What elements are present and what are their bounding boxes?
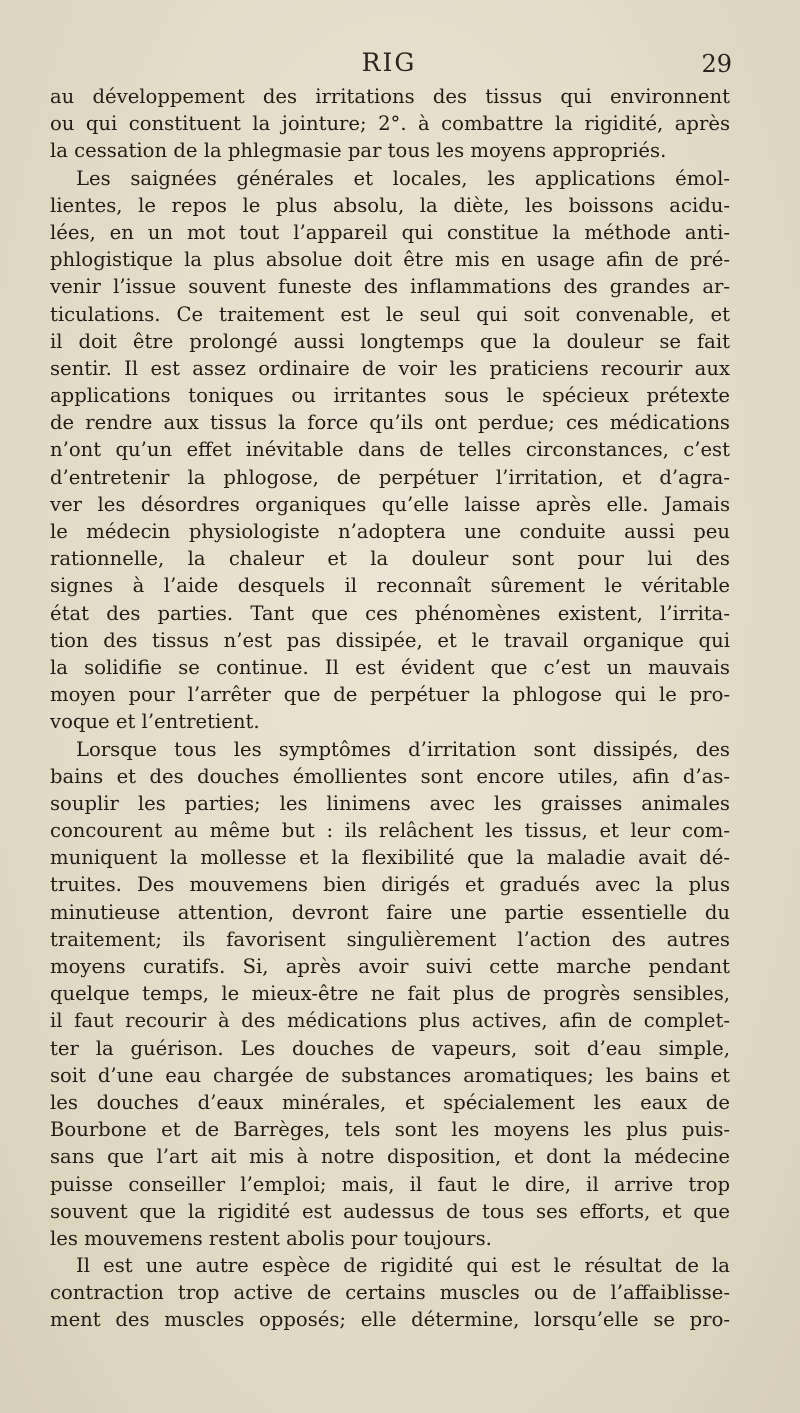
text-line: la solidifie se continue. Il est évident que c’est un mauvais [50,655,730,679]
text-line: les douches d’eaux minérales, et spécialement les eaux de [50,1090,730,1114]
text-line: truites. Des mouvemens bien dirigés et gradués avec la plus [50,873,730,897]
text-line: soit d’une eau chargée de substances aromatiques; les bains et [50,1063,730,1087]
text-line: lées, en un mot tout l’appareil qui constitue la méthode anti- [50,220,730,244]
text-line: Les saignées générales et locales, les applications émol- [76,166,730,190]
text-line: concourent au même but : ils relâchent les tissus, et leur com- [50,819,730,843]
text-line: il doit être prolongé aussi longtemps que la douleur se fait [50,329,730,353]
text-line: souvent que la rigidité est audessus de tous ses efforts, et que [50,1199,730,1223]
running-head: RIG [361,48,417,77]
text-line: rationnelle, la chaleur et la douleur sont pour lui des [50,547,730,571]
text-line: ou qui constituent la jointure; 2°. à combattre la rigidité, après [50,112,730,136]
text-line: ter la guérison. Les douches de vapeurs, soit d’eau simple, [50,1036,730,1060]
text-line: n’ont qu’un effet inévitable dans de telles circonstances, c’est [50,438,730,462]
text-line: puisse conseiller l’emploi; mais, il faut le dire, il arrive trop [50,1172,730,1196]
text-line: Lorsque tous les symptômes d’irritation sont dissipés, des [76,737,730,761]
page-number: 29 [701,50,732,78]
text-line: la cessation de la phlegmasie par tous les moyens appropriés. [50,139,667,163]
page-header [48,48,730,82]
text-line: Il est une autre espèce de rigidité qui est le résultat de la [76,1254,730,1278]
text-line: d’entretenir la phlogose, de perpétuer l’irritation, et d’agra- [50,465,730,489]
text-line: le médecin physiologiste n’adoptera une conduite aussi peu [50,520,730,543]
text-line: ticulations. Ce traitement est le seul qui soit convenable, et [50,302,730,326]
text-line: sentir. Il est assez ordinaire de voir les praticiens recourir aux [50,356,730,380]
body-text [50,83,730,1334]
text-line: souplir les parties; les linimens avec les graisses animales [50,791,730,815]
text-line: contraction trop active de certains muscles ou de l’affaiblisse- [50,1281,730,1305]
text-line: venir l’issue souvent funeste des inflammations des grandes ar- [50,275,730,299]
text-line: phlogistique la plus absolue doit être mis en usage afin de pré- [50,248,730,272]
text-line: voque et l’entretient. [50,710,260,734]
text-line: applications toniques ou irritantes sous le spécieux prétexte [50,384,730,408]
text-line: les mouvemens restent abolis pour toujours. [50,1226,492,1250]
text-line: moyens curatifs. Si, après avoir suivi cette marche pendant [50,955,730,978]
text-line: état des parties. Tant que ces phénomènes existent, l’irrita- [50,601,730,625]
text-line: tion des tissus n’est pas dissipée, et le travail organique qui [50,628,730,652]
text-line: quelque temps, le mieux-être ne fait plus de progrès sensibles, [50,982,730,1006]
text-line: bains et des douches émollientes sont encore utiles, afin d’as- [50,764,730,788]
text-line: ment des muscles opposés; elle détermine, lorsqu’elle se pro- [50,1308,730,1332]
text-line: traitement; ils favorisent singulièrement l’action des autres [50,927,730,951]
text-line: muniquent la mollesse et la flexibilité que la maladie avait dé- [50,846,730,870]
text-line: ver les désordres organiques qu’elle laisse après elle. Jamais [50,492,730,516]
text-line: sans que l’art ait mis à notre disposition, et dont la médecine [50,1145,730,1169]
text-line: moyen pour l’arrêter que de perpétuer la phlogose qui le pro- [50,683,730,707]
text-line: il faut recourir à des médications plus actives, afin de complet- [50,1009,730,1033]
text-line: au développement des irritations des tissus qui environnent [50,85,730,108]
text-line: de rendre aux tissus la force qu’ils ont perdue; ces médications [50,411,730,435]
text-line: Bourbone et de Barrèges, tels sont les moyens les plus puis- [50,1118,730,1142]
text-line: minutieuse attention, devront faire une partie essentielle du [50,900,730,924]
text-line: lientes, le repos le plus absolu, la diète, les boissons acidu- [50,193,730,217]
text-line: signes à l’aide desquels il reconnaît sûrement le véritable [50,574,730,598]
